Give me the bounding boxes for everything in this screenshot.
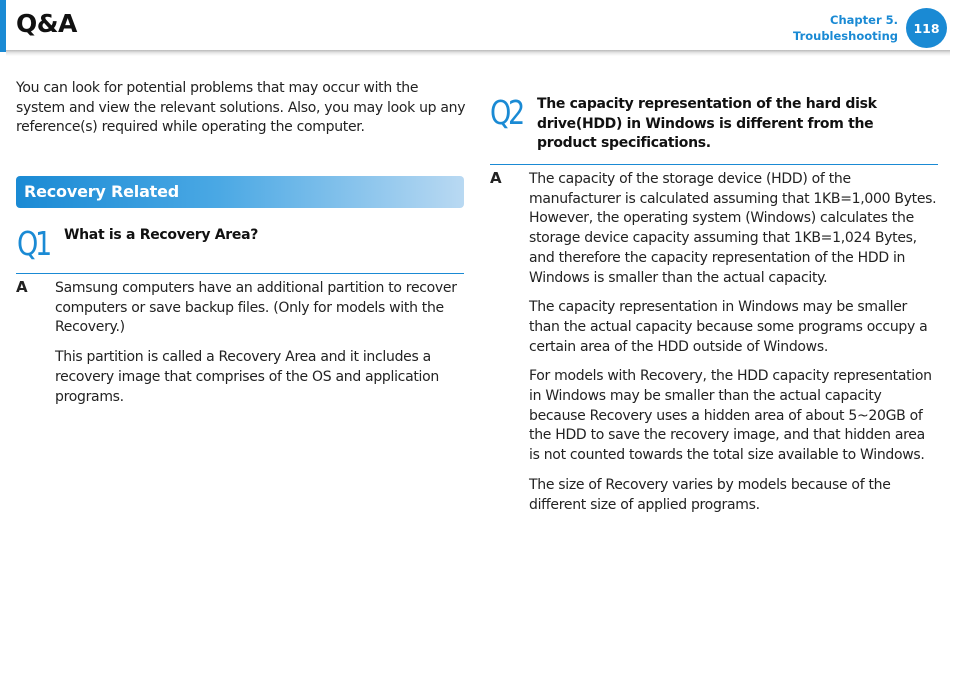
intro-paragraph: You can look for potential problems that may occur with the system and view the relevant solutions. Also, you may look up any reference(s) required while operating the computer.: [16, 80, 466, 136]
q1-divider: [16, 273, 464, 274]
q2-question: The capacity representation of the hard disk drive(HDD) in Windows is different from the product specifications.: [537, 96, 877, 152]
q1-answer-paragraph-1: Samsung computers have an additional partition to recover computers or save backup files. (Only for models with the Recovery.): [55, 280, 457, 336]
page-header: [0, 0, 954, 60]
q2-answer-paragraph-3: For models with Recovery, the HDD capacity representation in Windows may be smaller than the actual capacity because Recovery uses a hidden area of about 5~20GB of the HDD to save the recovery image, and that hidden area is not counted towards the total size available to Windows.: [529, 368, 932, 464]
q1-answer-mark: A: [16, 278, 28, 296]
page-number-badge: 118: [906, 8, 947, 48]
q1-answer: [55, 279, 465, 417]
q1-answer-paragraph-2: This partition is called a Recovery Area and it includes a recovery image that comprises of the OS and application programs.: [55, 349, 439, 405]
section-title: Recovery Related: [24, 182, 180, 201]
header-divider: [6, 50, 950, 56]
section-header-bar: [16, 176, 464, 208]
q2-mark: Q2: [490, 93, 522, 132]
q1-mark: Q1: [17, 224, 49, 263]
q1-question: What is a Recovery Area?: [64, 227, 259, 243]
header-accent-bar: [0, 0, 6, 52]
q2-answer: [529, 170, 939, 525]
q2-divider: [490, 164, 938, 165]
page-title: Q&A: [16, 9, 77, 38]
chapter-number: Chapter 5.: [830, 13, 898, 27]
chapter-label: [793, 12, 898, 44]
q2-answer-paragraph-2: The capacity representation in Windows may be smaller than the actual capacity because some programs occupy a certain area of the HDD outside of Windows.: [529, 299, 928, 355]
chapter-name: Troubleshooting: [792, 29, 898, 43]
q2-answer-paragraph-1: The capacity of the storage device (HDD) of the manufacturer is calculated assuming that 1KB=1,000 Bytes. However, the operating system (Windows) calculates the storage device capacity assuming that 1KB=1,024 Bytes, and therefore the capacity representation of the HDD in Windows is smaller than the actual capacity.: [529, 171, 937, 286]
q2-answer-paragraph-4: The size of Recovery varies by models because of the different size of applied programs.: [529, 476, 891, 513]
q2-answer-mark: A: [490, 169, 502, 187]
